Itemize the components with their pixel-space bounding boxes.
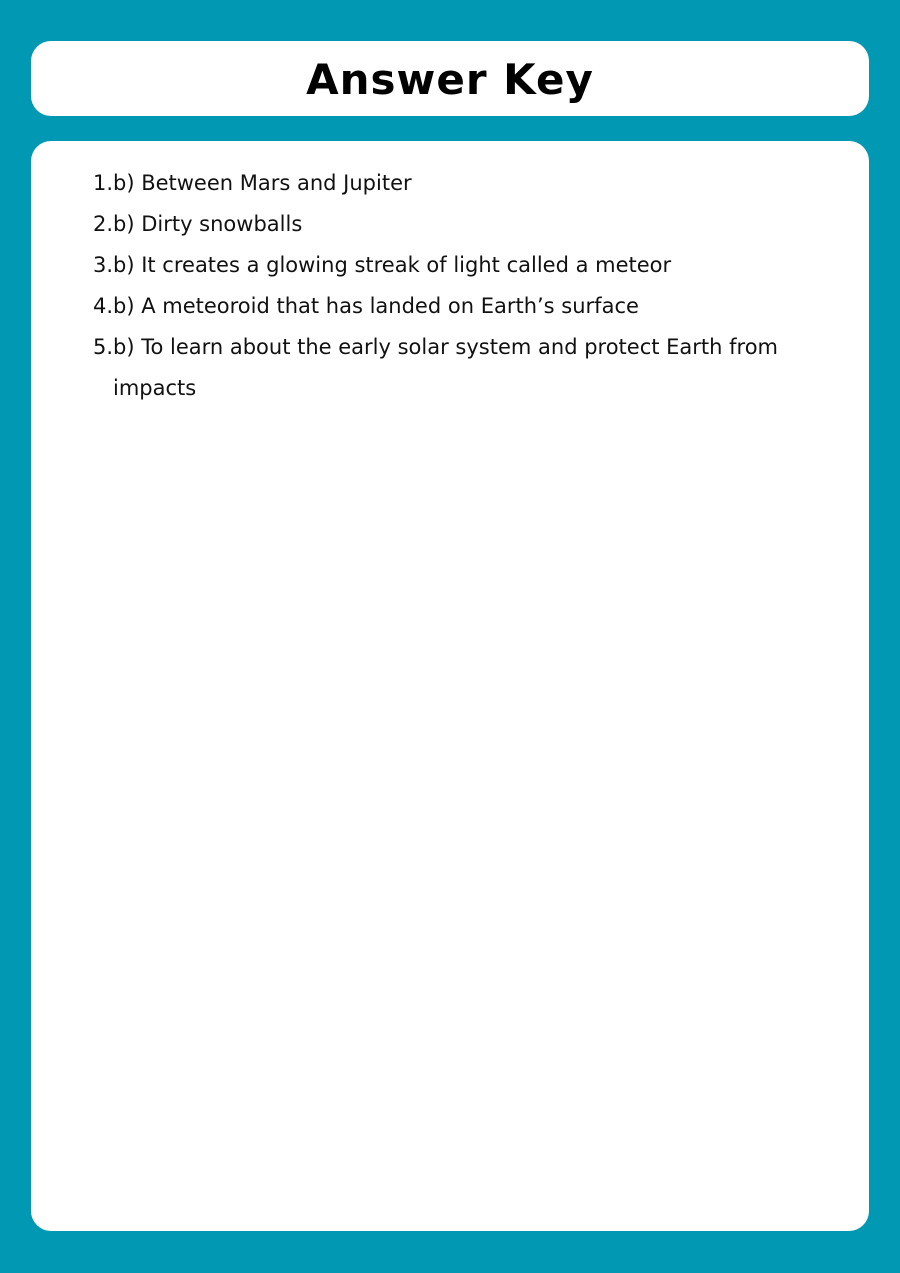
answer-number: 1. [92,171,113,195]
answer-item-4 [87,286,827,327]
answer-item-5 [87,327,827,409]
answer-text: b) To learn about the early solar system and protect Earth from impacts [113,335,779,400]
answer-text: b) Dirty snowballs [113,212,303,236]
answer-item-1 [87,163,827,204]
answer-list [87,163,827,409]
answer-number: 2. [92,212,113,236]
answer-text: b) It creates a glowing streak of light called a meteor [113,253,672,277]
answer-text: b) A meteoroid that has landed on Earth’s surface [113,294,639,318]
answer-item-2 [87,204,827,245]
answer-number: 4. [92,294,113,318]
answer-item-3 [87,245,827,286]
page-title: Answer Key [306,54,594,104]
answer-card [31,141,869,1231]
answer-number: 3. [92,253,113,277]
answer-text: b) Between Mars and Jupiter [113,171,412,195]
title-card [31,41,869,116]
answer-number: 5. [92,335,113,359]
